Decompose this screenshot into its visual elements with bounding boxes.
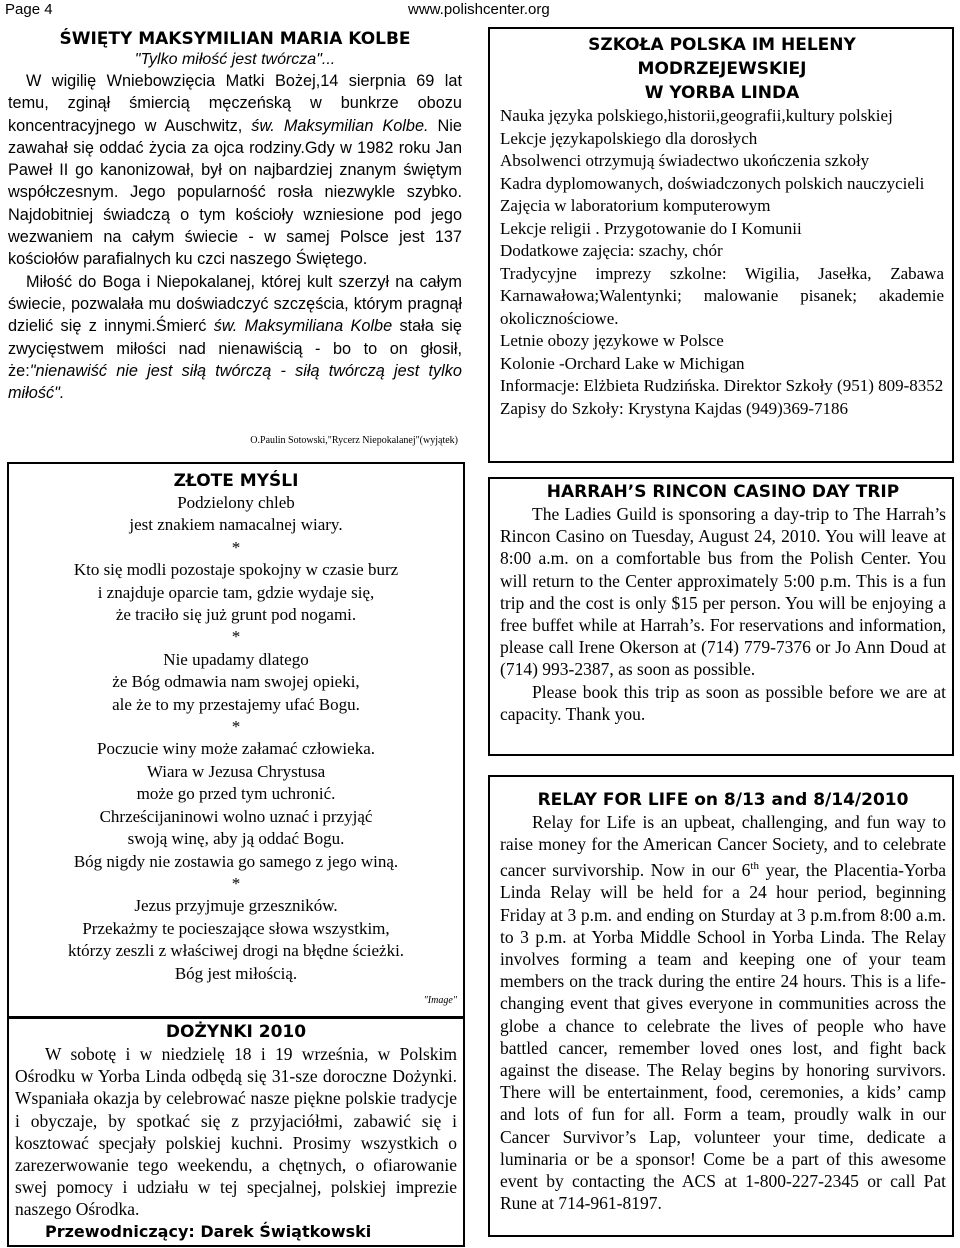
zlote-line: może go przed tym uchronić. <box>136 784 336 804</box>
relay-sup: th <box>750 860 759 873</box>
zlote-mysli-box <box>7 462 465 1018</box>
szkola-line: Dodatkowe zajęcia: szachy, chór <box>500 241 723 260</box>
zlote-line: Chrześcijaninowi wolno uznać i przyjąć <box>99 806 373 826</box>
kolbe-source: O.Paulin Sotowski,"Rycerz Niepokalanej"(wyjątek) <box>250 435 458 446</box>
szkola-line: Zapisy do Szkoły: Krystyna Kajdas (949)369-7186 <box>500 398 848 418</box>
kolbe-p1-a: W wigilię Wniebowzięcia Matki Bożej,14 sierpnia 69 lat temu, zginął śmiercią męczeńską w bunkrze obozu koncentracyjnego w Auschwitz, <box>8 72 462 135</box>
szkola-box <box>488 27 954 463</box>
szkola-line: Zajęcia w laboratorium komputerowym <box>500 196 771 215</box>
szkola-line: Kolonie -Orchard Lake w Michigan <box>500 353 745 373</box>
kolbe-p2-saint: św. Maksymiliana Kolbe <box>213 317 393 336</box>
szkola-line: Informacje: Elżbieta Rudzińska. Direktor Szkoły (951) 809-8352 <box>500 376 944 395</box>
zlote-line: Nie upadamy dlatego <box>163 649 309 669</box>
kolbe-title: ŚWIĘTY MAKSYMILIAN MARIA KOLBE <box>59 29 411 49</box>
casino-title: HARRAH’S RINCON CASINO DAY TRIP <box>546 482 900 502</box>
szkola-line: Absolwenci otrzymują świadectwo ukończenia szkoły <box>500 151 870 170</box>
kolbe-article <box>8 29 462 447</box>
kolbe-subtitle: "Tylko miłość jest twórcza"... <box>134 51 336 68</box>
zlote-line: że Bóg odmawia nam swojej opieki, <box>112 672 360 692</box>
szkola-line: Tradycyjne imprezy szkolne: Wigilia, Jasełka, Zabawa Karnawałowa;Walentynki; malowanie pisanek; akademie okolicznościowe. <box>500 263 944 328</box>
szkola-title-2: MODRZEJEWSKIEJ <box>637 59 807 79</box>
zlote-line: Bóg nigdy nie zostawia go samego z jego winą. <box>73 851 399 871</box>
relay-text-b: year, the Placentia-Yorba Linda Relay will be held for a 24 hour period, beginning Friday at 3 p.m. and ending on Sturday at 3 p.m.from 8:00 a.m. to 3 p.m. at Yorba Middle School in Yorba Linda. The Relay involves forming a team and keeping one of your team members on the track during the entire 24 hours. This is a life-changing event that gives everyone in communities across the globe a chance to celebrate the lives of people who have battled cancer, remember loved ones lost, and fight back against the disease. The Relay begins by honoring survivors. There will be entertainment, food, ceremonies, a kids’ camp and lots of fun for all. Form a team, proudly walk in our Cancer Survivor’s Lap, volunteer your time, dedicate a luminaria or be a sponsor! Come be a part of this awesome event by contacting the ACS at 1-800-227-2345 or call Pat Rune at 714-961-8197. <box>500 860 946 1214</box>
zlote-lines <box>9 492 463 985</box>
kolbe-p1-c: Nie zawahał się oddać życia za ojca rodziny. <box>8 116 462 157</box>
kolbe-p2-quote: "nienawiść nie jest siłą twórczą - siłą twórczą jest tylko miłość". <box>8 361 462 403</box>
casino-p2: Please book this trip as soon as possible before we are at capacity. Thank you. <box>500 681 946 724</box>
zlote-line: Wiara w Jezusa Chrystusa <box>146 761 326 781</box>
szkola-line: Kadra dyplomowanych, doświadczonych polskich nauczycieli <box>500 173 925 193</box>
szkola-title-3: W YORBA LINDA <box>644 83 800 103</box>
zlote-line: i znajduje oparcie tam, gdzie wydaje się, <box>97 582 375 602</box>
kolbe-body <box>8 70 462 404</box>
zlote-title: ZŁOTE MYŚLI <box>173 471 299 491</box>
zlote-line: Poczucie winy może załamać człowieka. <box>96 739 375 759</box>
zlote-line: Bóg jest miłością. <box>174 963 298 983</box>
zlote-line: Jezus przyjmuje grzeszników. <box>134 896 338 916</box>
zlote-line: którzy zeszli z właściwej drogi na błędne ścieżki. <box>67 941 405 961</box>
casino-box <box>488 477 954 756</box>
casino-p1: The Ladies Guild is sponsoring a day-trip to The Harrah’s Rincon Casino on Tuesday, August 24, 2010. You will leave at 8:00 a.m. on a comfortable bus from the Polish Center. You will return to the Center approximately 5:00 p.m. This is a fun trip and the cost is only $15 per person. You will be enjoying a free buffet while at Harrah’s. For reservations and information, please call Irene Okerson at (714) 779-7376 or Jo Ann Doud at (714) 993-2387, as soon as possible. <box>500 504 946 680</box>
szkola-title-1: SZKOŁA POLSKA IM HELENY <box>588 35 856 55</box>
kolbe-p2-c: stała się zwycięstwem miłości nad nienawiścią - bo to on głosił, że: <box>8 317 462 380</box>
zlote-line: Przekażmy te pocieszające słowa wszystkim, <box>82 918 390 938</box>
kolbe-p1-d: Gdy w 1982 roku Jan Paweł II go kanonizował, był on najbardziej znanym świętym współczesnym. Jego popularność rosła niezwykle szybko. Najdobitniej świadczą o tym kościoły wzniesione pod jego wezwaniem na całym świecie - w samej Polsce jest 137 kościołów parafialnych ku czci naszego Świętego. <box>8 138 462 269</box>
zlote-line: * <box>231 873 241 893</box>
zlote-line: swoją winę, aby ją oddać Bogu. <box>127 829 345 849</box>
szkola-line: Letnie obozy językowe w Polsce <box>500 331 724 350</box>
relay-text-a: Relay for Life is an upbeat, challenging, and fun way to raise money for the American Cancer Society, and to celebrate cancer survivorship. Now in our 6 <box>500 812 946 881</box>
szkola-line: Lekcje religii . Przygotowanie do I Komunii <box>500 218 802 238</box>
relay-title: RELAY FOR LIFE on 8/13 and 8/14/2010 <box>537 790 909 810</box>
szkola-line: Lekcje językapolskiego dla dorosłych <box>500 128 758 148</box>
zlote-line: * <box>231 627 241 647</box>
szkola-lines <box>500 105 944 420</box>
dozynki-text: W sobotę i w niedzielę 18 i 19 września, w Polskim Ośrodku w Yorba Linda odbędą się 31-sze doroczne Dożynki. Wspaniała okazja by celebrować nasze piękne polskie tradycje i obyczaje, by spotkać się z przyjaciółmi, zabawić się i kosztować specjały polskiej kuchni. Prosimy wszystkich o zarezerwowanie tego weekendu, a chętnych, o ofiarowanie swej pomocy i udziału w tej specjalnej, polskiej imprezie naszego Ośrodka. <box>15 1044 457 1220</box>
zlote-source: "Image" <box>423 995 457 1006</box>
zlote-line: jest znakiem namacalnej wiary. <box>129 515 343 535</box>
page-number: Page 4 <box>5 1 53 18</box>
zlote-line: * <box>231 537 241 557</box>
dozynki-box <box>7 1017 465 1247</box>
zlote-line: Podzielony chleb <box>177 493 295 512</box>
zlote-line: Kto się modli pozostaje spokojny w czasie burz <box>73 560 399 580</box>
szkola-line: Nauka języka polskiego,historii,geografii,kultury polskiej <box>500 106 893 125</box>
relay-text <box>500 811 946 1214</box>
kolbe-p1-saint: św. Maksymilian Kolbe. <box>251 116 429 135</box>
kolbe-p2-a: Miłość do Boga i Niepokalanej, której kult szerzył na całym świecie, pozwalała mu doświadczyć szczęścia, którym pragnął dzielić się z innymi.Śmierć <box>8 272 462 336</box>
zlote-line: ale że to my przestajemy ufać Bogu. <box>112 694 360 714</box>
zlote-line: że traciło się już grunt pod nogami. <box>115 605 357 625</box>
dozynki-title: DOŻYNKI 2010 <box>165 1022 307 1042</box>
site-url: www.polishcenter.org <box>408 1 550 18</box>
zlote-line: * <box>231 717 241 737</box>
relay-box <box>488 775 954 1237</box>
dozynki-chair: Przewodniczący: Darek Świątkowski <box>45 1221 372 1241</box>
